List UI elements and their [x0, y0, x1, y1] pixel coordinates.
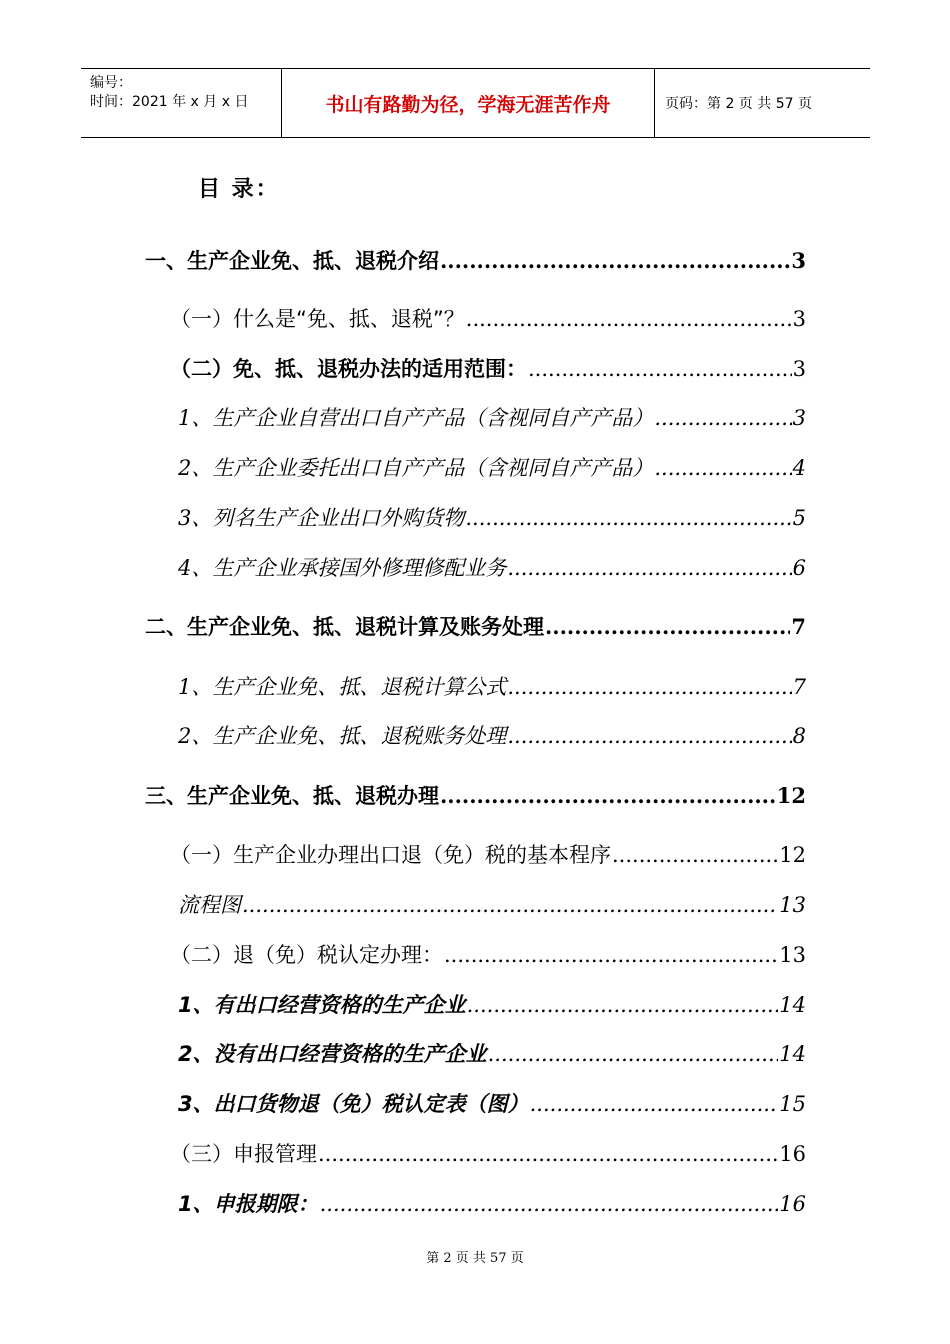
toc-entry[interactable]: [145, 611, 806, 641]
toc-entry-text: 二、生产企业免、抵、退税计算及账务处理: [145, 615, 544, 639]
toc-entry-text: 1、申报期限：: [178, 1192, 319, 1216]
toc-entry[interactable]: [178, 502, 806, 532]
toc-entry-page: 16: [779, 1142, 806, 1166]
toc-entry-page: 12: [779, 843, 806, 867]
toc-entry-text: 三、生产企业免、抵、退税办理: [145, 784, 439, 808]
toc-entry-page: 13: [779, 943, 806, 967]
toc-entry-page: 8: [792, 724, 806, 748]
toc-entry[interactable]: [178, 1038, 806, 1068]
toc-entry[interactable]: [145, 780, 806, 810]
header-meta-cell: [81, 69, 282, 137]
toc-entry-page: 5: [792, 506, 806, 530]
toc-entry[interactable]: [170, 939, 806, 969]
toc-entry[interactable]: [178, 889, 806, 919]
toc-entry-text: 流程图: [178, 893, 241, 917]
toc-entry-text: （二）退（免）税认定办理：: [170, 943, 443, 967]
toc-entry-page: 13: [779, 893, 806, 917]
toc-entry-text: 3、列名生产企业出口外购货物: [178, 506, 465, 530]
toc-entry-text: 2、没有出口经营资格的生产企业: [178, 1042, 487, 1066]
toc-entry-page: 6: [792, 556, 806, 580]
toc-entry-page: 12: [776, 783, 806, 808]
toc-entry[interactable]: [178, 552, 806, 582]
toc-entry[interactable]: [178, 989, 806, 1019]
toc-entry-text: （三）申报管理: [170, 1142, 317, 1166]
toc-entry-page: 14: [779, 993, 806, 1017]
toc-entry-page: 16: [779, 1192, 806, 1216]
toc-entry[interactable]: [178, 1088, 806, 1118]
time-label: 时间：2021 年 x 月 x 日: [90, 94, 249, 110]
toc-entry-text: 一、生产企业免、抵、退税介绍: [145, 249, 439, 273]
toc-entry-page: 3: [792, 307, 806, 331]
toc-entry-text: （一）什么是“免、抵、退税”？: [170, 307, 465, 331]
toc-title: 目 录：: [198, 177, 280, 202]
toc-entry[interactable]: [178, 720, 806, 750]
toc-entry-page: 3: [792, 357, 806, 381]
toc-entry-text: 2、生产企业免、抵、退税账务处理: [178, 724, 507, 748]
toc-entry-text: （二）免、抵、退税办法的适用范围：: [170, 357, 527, 381]
toc-entry-page: 4: [792, 456, 806, 480]
toc-entry[interactable]: [170, 353, 806, 383]
toc-entry-page: 7: [792, 675, 806, 699]
toc-entry-text: 1、生产企业免、抵、退税计算公式: [178, 675, 507, 699]
toc-entry-text: 2、生产企业委托出口自产产品（含视同自产产品）: [178, 456, 654, 480]
toc-entry-page: 3: [791, 248, 806, 273]
toc-entry-text: 1、有出口经营资格的生产企业: [178, 993, 466, 1017]
toc-entry[interactable]: [178, 402, 806, 432]
toc-entry-page: 14: [779, 1042, 806, 1066]
toc-entry[interactable]: [178, 1188, 806, 1218]
toc-entry-page: 3: [792, 406, 806, 430]
page-info: 页码：第 2 页 共 57 页: [665, 96, 812, 112]
toc-entry-text: 1、生产企业自营出口自产产品（含视同自产产品）: [178, 406, 654, 430]
motto: 书山有路勤为径，学海无涯苦作舟: [282, 69, 655, 137]
toc-entry[interactable]: [170, 839, 806, 869]
toc-entry[interactable]: [145, 245, 806, 275]
toc-entry-text: 3、出口货物退（免）税认定表（图）: [178, 1092, 529, 1116]
toc-entry-page: 7: [791, 614, 806, 639]
number-label: 编号：: [90, 75, 132, 91]
toc-entry-text: 4、生产企业承接国外修理修配业务: [178, 556, 507, 580]
toc-entry[interactable]: [170, 303, 806, 333]
toc-entry[interactable]: [178, 671, 806, 701]
header-table: [81, 68, 870, 138]
page-footer: 第 2 页 共 57 页: [426, 1251, 524, 1266]
toc-entry-page: 15: [779, 1092, 806, 1116]
toc-entry[interactable]: [170, 1138, 806, 1168]
toc-entry[interactable]: [178, 452, 806, 482]
toc-entry-text: （一）生产企业办理出口退（免）税的基本程序: [170, 843, 611, 867]
